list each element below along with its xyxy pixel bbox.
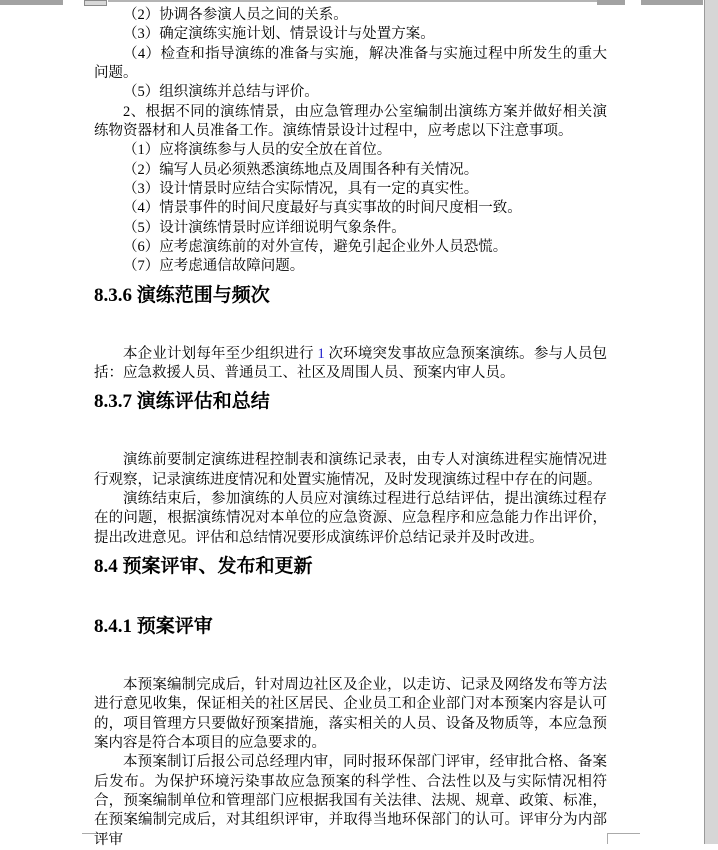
vertical-scrollbar[interactable]: [704, 0, 718, 844]
list-item: （4）情景事件的时间尺度最好与真实事故的时间尺度相一致。: [123, 200, 522, 217]
paragraph: 本预案编制完成后，针对周边社区及企业，以走访、记录及网络发布等方法进行意见收集，保证相关的社区居民、企业员工和企业部门对本预案内容是认可的，项目管理方只要做好预案措施，落实相关的人员、设备及物质等，本应急预案内容是符合本项目的应急要求的。: [94, 676, 607, 751]
paragraph: 本预案制订后报公司总经理内审，同时报环保部门评审，经审批合格、备案后发布。为保护环境污染事故应急预案的科学性、合法性以及与实际情况相符合，预案编制单位和管理部门应根据我国有关法律、法规、规章、政策、标准，在预案编制完成后，对其组织评审，并取得当地环保部门的认可。评审分为内部评审: [94, 754, 607, 848]
page-top-edge-segment: [597, 0, 625, 5]
page-top-edge-segment: [0, 0, 63, 5]
section-heading: 8.3.6 演练范围与频次: [94, 284, 270, 306]
highlighted-number: 1: [317, 345, 325, 362]
list-item: （6）应考虑演练前的对外宣传，避免引起企业外人员恐慌。: [123, 238, 508, 255]
paragraph: 演练前要制定演练进程控制表和演练记录表，由专人对演练进程实施情况进行观察，记录演练进度情况和处置实施情况，及时发现演练过程中存在的问题。: [94, 452, 607, 488]
paragraph: 2、根据不同的演练情景，由应急管理办公室编制出演练方案并做好相关演练物资器材和人员准备工作。演练情景设计过程中，应考虑以下注意事项。: [94, 103, 607, 139]
section-heading: 8.4 预案评审、发布和更新: [94, 555, 313, 577]
page-top-edge-segment: [641, 0, 703, 5]
margin-crop-mark-bottom-right: [607, 833, 640, 834]
list-item: （3）确定演练实施计划、情景设计与处置方案。: [123, 26, 435, 43]
list-item: （5）设计演练情景时应详细说明气象条件。: [123, 219, 406, 236]
list-item: （3）设计情景时应结合实际情况，具有一定的真实性。: [123, 180, 479, 197]
section-heading: 8.4.1 预案评审: [94, 615, 213, 637]
list-item: （7）应考虑通信故障问题。: [123, 258, 305, 275]
section-heading: 8.3.7 演练评估和总结: [94, 391, 270, 413]
list-item: （4）检查和指导演练的准备与实施，解决准备与实施过程中所发生的重大问题。: [94, 45, 607, 81]
list-item: （2）协调各参演人员之间的关系。: [123, 7, 348, 23]
paragraph: 演练结束后，参加演练的人员应对演练过程进行总结评估，提出演练过程存在的问题，根据演练情况对本单位的应急资源、应急程序和应急能力作出评价，提出改进意见。评估和总结情况要形成演练评价总结记录并及时改进。: [94, 490, 607, 546]
paragraph: 本企业计划每年至少组织进行 1 次环境突发事故应急预案演练。参与人员包括：应急救援人员、普通员工、社区及周围人员、预案内审人员。: [94, 345, 608, 381]
list-item: （1）应将演练参与人员的安全放在首位。: [123, 142, 392, 159]
page-top-edge-line: [108, 0, 597, 2]
margin-crop-mark-bottom-right: [607, 833, 608, 844]
list-item: （5）组织演练并总结与评价。: [123, 84, 319, 101]
list-item: （2）编写人员必须熟悉演练地点及周围各种有关情况。: [123, 161, 479, 178]
page-text: [94, 6, 607, 850]
